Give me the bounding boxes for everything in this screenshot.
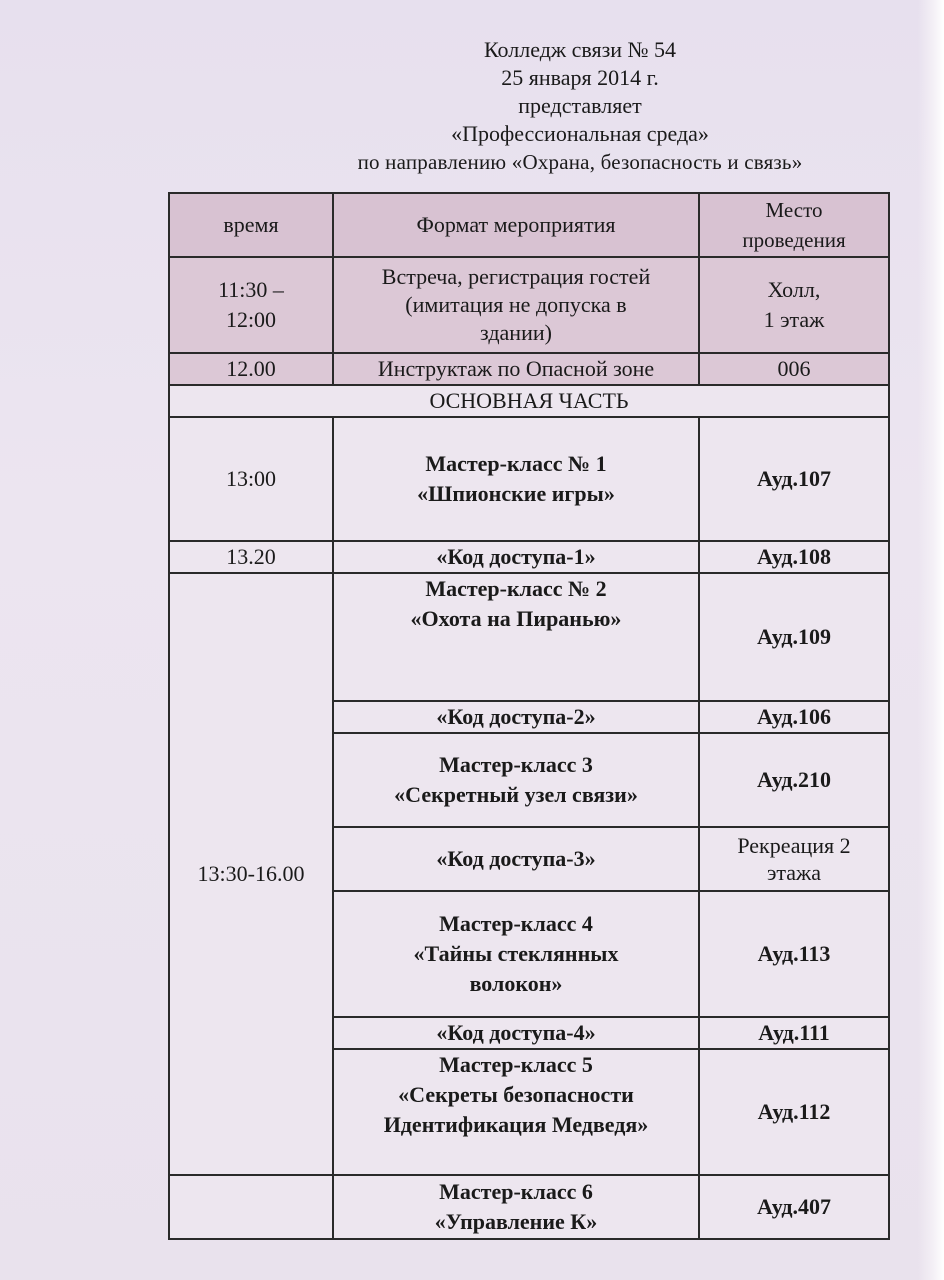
format-line: «Охота на Пиранью» — [410, 606, 622, 631]
place-line: Рекреация 2 — [737, 833, 851, 858]
format-cell: «Код доступа-4» — [333, 1017, 699, 1049]
format-cell — [333, 891, 699, 1017]
section-row — [169, 385, 889, 417]
table-row — [169, 417, 889, 541]
format-cell — [333, 257, 699, 353]
place-line: этажа — [766, 860, 822, 885]
table-row — [169, 1175, 889, 1239]
column-header-place-line2: проведения — [742, 228, 846, 252]
format-line: Мастер-класс 5 — [439, 1052, 593, 1077]
time-line: 11:30 – — [218, 277, 284, 302]
table-row — [169, 573, 889, 701]
time-cell — [169, 1175, 333, 1239]
place-cell: 006 — [699, 353, 889, 385]
format-cell: Инструктаж по Опасной зоне — [333, 353, 699, 385]
format-cell — [333, 417, 699, 541]
column-header-time: время — [169, 193, 333, 257]
column-header-place — [699, 193, 889, 257]
format-line: «Секреты безопасности — [398, 1082, 634, 1107]
format-line: Мастер-класс 4 — [439, 911, 593, 936]
format-line: волокон» — [469, 971, 563, 996]
format-line: (имитация не допуска в — [405, 292, 627, 317]
format-cell — [333, 573, 699, 701]
college-title: Колледж связи № 54 — [483, 37, 677, 62]
event-date: 25 января 2014 г. — [501, 65, 659, 90]
time-cell: 12.00 — [169, 353, 333, 385]
format-line: Мастер-класс 3 — [439, 752, 593, 777]
table-row — [169, 541, 889, 573]
time-line: 12:00 — [225, 307, 277, 332]
table-row — [169, 257, 889, 353]
place-cell: Ауд.111 — [699, 1017, 889, 1049]
presents-text: представляет — [518, 93, 642, 118]
place-cell: Ауд.112 — [699, 1049, 889, 1175]
schedule-table — [168, 192, 890, 1240]
column-header-place-line1: Место — [765, 198, 823, 222]
place-cell: Ауд.407 — [699, 1175, 889, 1239]
format-line: Мастер-класс № 2 — [425, 576, 607, 601]
event-direction: по направлению «Охрана, безопасность и связь» — [357, 150, 803, 174]
time-cell: 13.20 — [169, 541, 333, 573]
time-cell — [169, 257, 333, 353]
format-cell — [333, 733, 699, 827]
place-cell: Ауд.210 — [699, 733, 889, 827]
event-name: «Профессиональная среда» — [451, 121, 709, 146]
place-cell: Ауд.108 — [699, 541, 889, 573]
time-cell: 13:30-16.00 — [169, 573, 333, 1175]
place-cell — [699, 827, 889, 891]
format-cell: «Код доступа-2» — [333, 701, 699, 733]
document-header — [280, 36, 880, 176]
place-cell — [699, 257, 889, 353]
page-edge — [918, 0, 944, 1280]
place-cell: Ауд.109 — [699, 573, 889, 701]
format-line: Мастер-класс № 1 — [425, 451, 607, 476]
section-title: ОСНОВНАЯ ЧАСТЬ — [169, 385, 889, 417]
column-header-format: Формат мероприятия — [333, 193, 699, 257]
format-cell — [333, 1175, 699, 1239]
format-line: Мастер-класс 6 — [439, 1179, 593, 1204]
format-line: «Секретный узел связи» — [394, 782, 638, 807]
format-line: Встреча, регистрация гостей — [381, 264, 651, 289]
place-line: Холл, — [767, 277, 821, 302]
place-cell: Ауд.106 — [699, 701, 889, 733]
format-line: «Шпионские игры» — [417, 481, 615, 506]
place-cell: Ауд.113 — [699, 891, 889, 1017]
format-cell: «Код доступа-3» — [333, 827, 699, 891]
format-cell: «Код доступа-1» — [333, 541, 699, 573]
table-header-row — [169, 193, 889, 257]
format-cell — [333, 1049, 699, 1175]
time-cell: 13:00 — [169, 417, 333, 541]
table-row — [169, 353, 889, 385]
format-line: «Тайны стеклянных — [413, 941, 619, 966]
format-line: «Управление К» — [434, 1209, 598, 1234]
format-line: Идентификация Медведя» — [383, 1112, 649, 1137]
format-line: здании) — [480, 320, 552, 345]
place-line: 1 этаж — [763, 307, 825, 332]
place-cell: Ауд.107 — [699, 417, 889, 541]
